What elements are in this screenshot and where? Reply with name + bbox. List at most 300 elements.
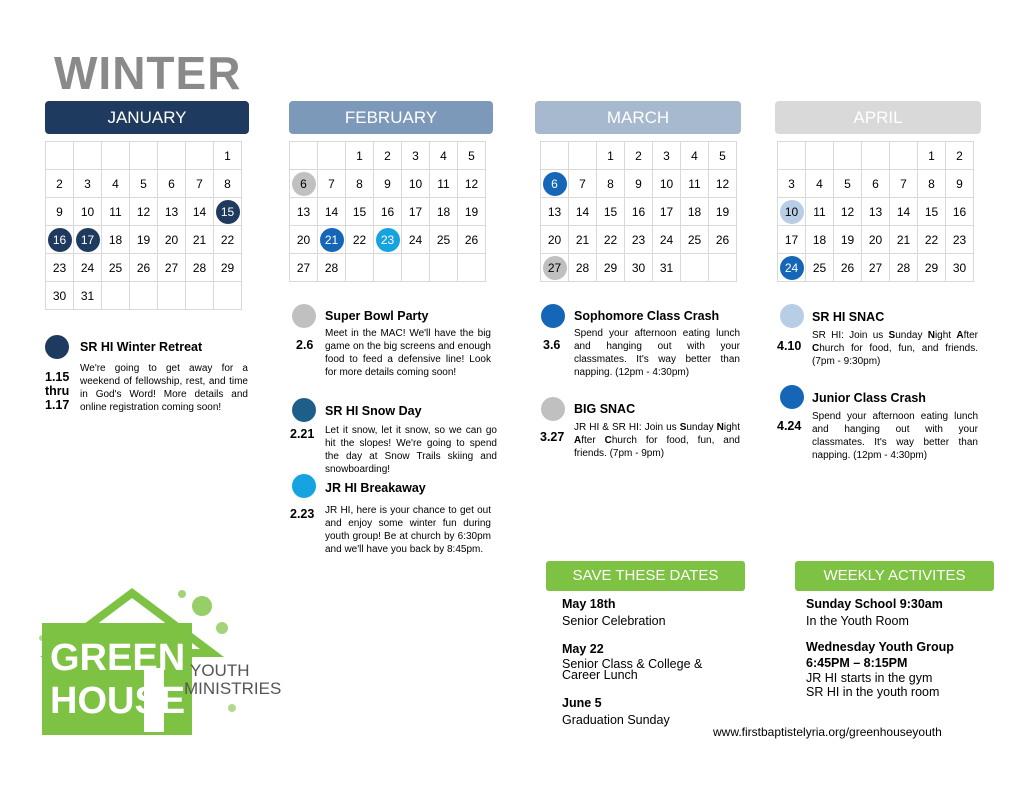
calendar-week [46,226,242,254]
calendar-day [890,254,918,282]
calendar-day [541,170,569,198]
calendar-day-number: 2 [56,176,63,191]
logo-house-text: HOUSE [50,680,186,722]
calendar-day-number: 24 [80,260,95,275]
calendar-day-number: 26 [715,232,730,247]
calendar-day-number [292,142,316,166]
calendar-day-number: 3 [663,148,670,163]
calendar-day-number: 15 [216,200,240,224]
calendar-day-number: 7 [579,176,586,191]
calendar-day [918,226,946,254]
save-date: June 5 [562,696,602,710]
calendar-day-number: 22 [603,232,618,247]
event-description: JR HI, here is your chance to get out and enjoy some winter fun during youth group! Be at church by 6:30pm and we'll have you back by 8:45pm. [325,505,491,555]
event-description: Meet in the MAC! We'll have the big game on the big screens and enough food to feed a defensive line! Look for more details coming soon! [325,328,491,378]
calendar-week [541,170,737,198]
calendar-day-number: 22 [352,232,367,247]
calendar-day-number: 14 [896,204,911,219]
calendar-day-number: 11 [688,176,701,191]
calendar-day-number: 22 [924,232,939,247]
calendar-day [318,226,346,254]
calendar-day [46,142,74,170]
calendar-day [806,254,834,282]
calendar-day [569,226,597,254]
calendar-day-number: 14 [575,204,590,219]
calendar-day-number [808,142,832,166]
calendar-week [541,226,737,254]
calendar-day [569,198,597,226]
calendar-day-number: 3 [412,148,419,163]
calendar-day-number: 1 [928,148,935,163]
event-marker-dot [541,397,565,421]
save-date-text: Senior Celebration [562,614,666,628]
event-date: 4.10 [777,339,802,353]
calendar-week [290,142,486,170]
calendar-day [130,282,158,310]
calendar-day [374,142,402,170]
event-date: 1.15 thru 1.17 [45,370,70,412]
calendar-day-number: 6 [292,172,316,196]
calendar-day-number: 6 [543,172,567,196]
calendar-day-number: 30 [631,260,646,275]
calendar-day-number: 16 [631,204,646,219]
calendar-day [834,142,862,170]
calendar-day [458,142,486,170]
calendar-day [541,254,569,282]
calendar-day-number: 14 [192,204,207,219]
calendar-day [158,198,186,226]
calendar-day-number: 28 [575,260,590,275]
calendar-day [102,142,130,170]
calendar-day-number: 13 [547,204,562,219]
page-title: WINTER [54,47,242,99]
calendar-day-number: 23 [952,232,967,247]
calendar-day-number [348,254,372,278]
calendar-day-number: 10 [659,176,674,191]
calendar-day-number [160,282,184,306]
calendar-day [778,254,806,282]
calendar-day-number: 13 [164,204,179,219]
calendar-week [541,254,737,282]
calendar-day-number: 8 [607,176,614,191]
calendar-day-number [543,142,567,166]
calendar-day [778,170,806,198]
calendar-day [458,170,486,198]
calendar-day [862,198,890,226]
calendar-day [918,198,946,226]
calendar-day-number: 26 [840,260,855,275]
calendar-day [214,198,242,226]
calendar-day-number: 3 [84,176,91,191]
calendar-day-number: 7 [196,176,203,191]
calendar-day-number: 21 [896,232,911,247]
calendar-day [290,142,318,170]
event-description: Spend your afternoon eating lunch and hanging out with your classmates. It's way better than napping. (12pm - 4:30pm) [812,411,978,461]
weekly-wednesday-time: 6:45PM – 8:15PM [806,656,908,670]
calendar-day-number [711,254,735,278]
calendar-day [214,226,242,254]
logo-green-text: GREEN [50,637,186,679]
calendar-day-number: 15 [603,204,618,219]
calendar-day [102,282,130,310]
event-date: 4.24 [777,419,802,433]
calendar-week [46,198,242,226]
calendar-day [402,170,430,198]
calendar-day-number: 12 [136,204,151,219]
calendar-day [214,170,242,198]
calendar-day [130,226,158,254]
calendar-day [290,226,318,254]
calendar-day [102,226,130,254]
calendar-day-number: 13 [868,204,883,219]
calendar-day [46,226,74,254]
calendar-day-number: 12 [840,204,855,219]
event-marker-dot [45,335,69,359]
calendar-day [158,142,186,170]
calendar-day [430,226,458,254]
calendar-week [778,198,974,226]
calendar-day-number: 19 [464,204,479,219]
calendar-day [374,254,402,282]
calendar-day-number: 27 [296,260,311,275]
calendar-day [862,226,890,254]
calendar-day [186,282,214,310]
calendar-day-number [836,142,860,166]
calendar-day [653,170,681,198]
calendar-day-number: 18 [108,232,123,247]
calendar-day [186,254,214,282]
event-date: 3.27 [540,430,565,444]
calendar-day [597,170,625,198]
calendar-day-number: 15 [924,204,939,219]
calendar-day [569,170,597,198]
calendar-day [374,226,402,254]
calendar-day-number: 7 [328,176,335,191]
event-title: SR HI SNAC [812,310,885,324]
calendar-day [834,226,862,254]
calendar-week [541,142,737,170]
calendar-day-number: 4 [440,148,447,163]
calendar-day-number: 12 [715,176,730,191]
event-title: Junior Class Crash [812,391,926,405]
calendar-day-number: 28 [896,260,911,275]
calendar-day [458,226,486,254]
calendar-day-number: 14 [324,204,339,219]
calendar-day-number: 19 [715,204,730,219]
event-description: Spend your afternoon eating lunch and hanging out with your classmates. It's way better than napping. (12pm - 4:30pm) [574,328,740,378]
calendar-day [374,198,402,226]
event-title: BIG SNAC [574,402,636,416]
calendar-week [290,198,486,226]
calendar-day [346,198,374,226]
calendar-day [214,142,242,170]
calendar-day-number: 10 [80,204,95,219]
calendar-day [778,226,806,254]
calendar-day-number: 20 [868,232,883,247]
calendar-day-number [683,254,707,278]
calendar-day-number: 5 [468,148,475,163]
calendar-day-number [104,142,128,166]
calendar-day [130,254,158,282]
calendar-day [597,198,625,226]
calendar-day-number: 20 [547,232,562,247]
calendar-week [290,226,486,254]
event-marker-dot [292,474,316,498]
calendar-day-number [132,142,156,166]
month-header-february: FEBRUARY [289,101,493,134]
calendar-day-number: 25 [687,232,702,247]
event-title: Super Bowl Party [325,309,429,323]
calendar-day [681,198,709,226]
calendar-day-number: 9 [56,204,63,219]
calendar-day [946,142,974,170]
calendar-day [653,254,681,282]
calendar-day-number: 4 [112,176,119,191]
calendar-day [834,170,862,198]
save-date-text: Graduation Sunday [562,713,670,727]
calendar-week [778,254,974,282]
calendar-day [709,170,737,198]
calendar-april [777,141,974,282]
calendar-day [681,254,709,282]
calendar-day-number: 25 [436,232,451,247]
calendar-day-number: 1 [607,148,614,163]
calendar-day [709,226,737,254]
calendar-day [946,226,974,254]
calendar-day [402,226,430,254]
calendar-day-number: 19 [840,232,855,247]
calendar-day-number: 27 [868,260,883,275]
weekly-sunday-title: Sunday School 9:30am [806,597,943,611]
calendar-day-number: 8 [928,176,935,191]
website-url[interactable]: www.firstbaptistelyria.org/greenhouseyouth [713,725,942,739]
calendar-day-number: 20 [164,232,179,247]
calendar-day-number: 28 [192,260,207,275]
calendar-day [290,254,318,282]
calendar-week [541,198,737,226]
calendar-day-number [376,254,400,278]
calendar-day [318,142,346,170]
calendar-day [102,170,130,198]
calendar-day-number: 11 [813,204,826,219]
calendar-day [186,198,214,226]
calendar-march [540,141,737,282]
calendar-day [158,226,186,254]
calendar-day [374,170,402,198]
calendar-february [289,141,486,282]
event-marker-dot [780,304,804,328]
calendar-day-number: 17 [659,204,674,219]
calendar-day-number: 2 [635,148,642,163]
calendar-day [46,198,74,226]
calendar-day-number: 2 [384,148,391,163]
calendar-week [778,142,974,170]
calendar-day [625,198,653,226]
calendar-day-number: 1 [356,148,363,163]
calendar-day-number: 6 [168,176,175,191]
calendar-january [45,141,242,310]
calendar-day-number: 6 [872,176,879,191]
calendar-day-number: 28 [324,260,339,275]
calendar-day [290,170,318,198]
weekly-sunday-place: In the Youth Room [806,614,909,628]
save-date: May 22 [562,642,604,656]
calendar-day-number: 10 [408,176,423,191]
calendar-day-number: 22 [220,232,235,247]
calendar-day [74,254,102,282]
calendar-day-number [132,282,156,306]
weekly-wednesday-title: Wednesday Youth Group [806,640,954,654]
event-marker-dot [541,304,565,328]
month-header-april: APRIL [775,101,981,134]
calendar-week [46,170,242,198]
calendar-day [890,170,918,198]
calendar-day-number: 12 [464,176,479,191]
calendar-day-number: 23 [376,228,400,252]
weekly-wednesday-sr: SR HI in the youth room [806,685,940,699]
calendar-day [625,226,653,254]
calendar-day-number: 26 [136,260,151,275]
calendar-day [625,170,653,198]
calendar-day [541,142,569,170]
event-description: We're going to get away for a weekend of fellowship, rest, and time in God's Word! More details and online registration coming soon! [80,363,248,413]
calendar-day-number: 1 [224,148,231,163]
calendar-day-number: 17 [76,228,100,252]
calendar-day-number: 30 [52,288,67,303]
calendar-day-number: 11 [437,176,450,191]
calendar-day [158,170,186,198]
weekly-activities-header: WEEKLY ACTIVITES [795,561,994,591]
calendar-day [74,226,102,254]
calendar-day-number: 17 [408,204,423,219]
calendar-day [862,170,890,198]
calendar-day-number: 29 [924,260,939,275]
calendar-day-number: 25 [812,260,827,275]
calendar-day-number: 7 [900,176,907,191]
calendar-day-number: 23 [52,260,67,275]
calendar-day [806,170,834,198]
calendar-day [430,142,458,170]
calendar-day [597,254,625,282]
calendar-day [597,226,625,254]
calendar-day-number: 8 [224,176,231,191]
calendar-day [834,254,862,282]
calendar-day-number [104,282,128,306]
calendar-day-number: 24 [408,232,423,247]
calendar-day-number: 27 [164,260,179,275]
greenhouse-logo [12,578,282,743]
calendar-day [74,282,102,310]
calendar-day-number [864,142,888,166]
calendar-day-number: 19 [136,232,151,247]
calendar-day-number: 18 [436,204,451,219]
calendar-day-number: 5 [140,176,147,191]
calendar-day-number [188,282,212,306]
calendar-day [890,226,918,254]
calendar-day-number [780,142,804,166]
calendar-day-number: 9 [956,176,963,191]
calendar-day-number: 16 [952,204,967,219]
calendar-day [430,254,458,282]
calendar-week [290,254,486,282]
calendar-day-number: 21 [320,228,344,252]
calendar-day-number [76,142,100,166]
calendar-day [346,254,374,282]
calendar-day-number: 17 [784,232,799,247]
calendar-day [158,282,186,310]
calendar-day-number: 21 [575,232,590,247]
calendar-day [74,142,102,170]
calendar-day [458,254,486,282]
calendar-day-number: 24 [659,232,674,247]
calendar-day [862,254,890,282]
calendar-week [46,282,242,310]
calendar-day-number: 5 [719,148,726,163]
calendar-day-number: 20 [296,232,311,247]
calendar-week [778,226,974,254]
calendar-day [681,142,709,170]
calendar-day [709,198,737,226]
calendar-day [318,254,346,282]
event-date: 3.6 [543,338,561,352]
calendar-day-number: 23 [631,232,646,247]
calendar-day [130,170,158,198]
calendar-day [918,170,946,198]
calendar-day [597,142,625,170]
calendar-day [186,170,214,198]
calendar-day [541,198,569,226]
calendar-day-number: 16 [380,204,395,219]
calendar-day [130,142,158,170]
calendar-day [946,254,974,282]
calendar-day [946,198,974,226]
calendar-day [918,254,946,282]
calendar-day-number: 25 [108,260,123,275]
event-date: 2.6 [296,338,314,352]
calendar-day [46,254,74,282]
logo-ministries-text: MINISTRIES [184,679,282,698]
calendar-day [834,198,862,226]
calendar-day-number: 4 [816,176,823,191]
calendar-day-number: 31 [80,288,95,303]
calendar-day-number: 15 [352,204,367,219]
calendar-day-number: 10 [780,200,804,224]
calendar-day-number: 29 [603,260,618,275]
event-title: SR HI Snow Day [325,404,422,418]
calendar-day-number: 9 [635,176,642,191]
save-date-text: Senior Class & College & Career Lunch [562,657,703,682]
calendar-day [541,226,569,254]
calendar-day [625,254,653,282]
calendar-day-number: 13 [296,204,311,219]
calendar-day-number: 21 [192,232,207,247]
save-date: May 18th [562,597,616,611]
event-description: Let it snow, let it snow, so we can go hit the slopes! We're going to spend the day at Snow Trails skiing and snowboarding! [325,425,497,475]
weekly-wednesday-jr: JR HI starts in the gym [806,671,933,685]
calendar-day [46,170,74,198]
calendar-day-number: 30 [952,260,967,275]
calendar-day [625,142,653,170]
logo-youth-text: YOUTH [190,661,250,680]
calendar-week [778,170,974,198]
event-marker-dot [292,398,316,422]
calendar-day [778,142,806,170]
calendar-day [653,142,681,170]
calendar-day-number: 9 [384,176,391,191]
calendar-day [653,198,681,226]
calendar-day [402,254,430,282]
calendar-day [681,226,709,254]
